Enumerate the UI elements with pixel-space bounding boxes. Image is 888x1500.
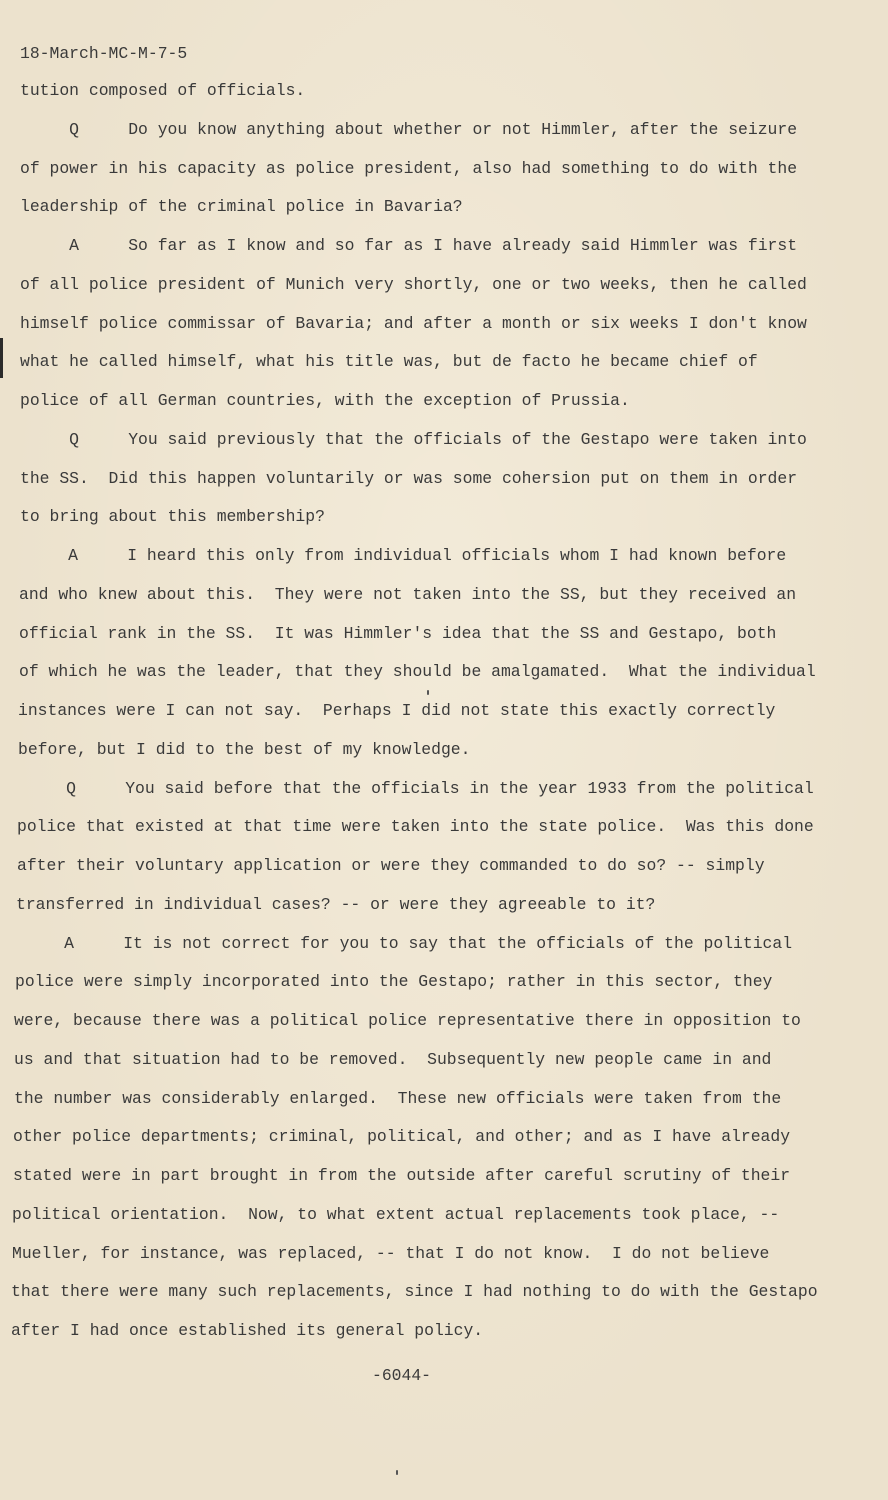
- transcript-line: instances were I can not say. Perhaps I did not state this exactly correctly: [18, 701, 776, 720]
- transcript-line: and who knew about this. They were not taken into the SS, but they received an: [19, 585, 797, 604]
- transcript-line: Q You said before that the officials in the year 1933 from the political: [17, 779, 814, 798]
- transcript-line: of all police president of Munich very shortly, one or two weeks, then he called: [20, 275, 807, 294]
- transcript-line: transferred in individual cases? -- or were they agreeable to it?: [16, 895, 656, 914]
- transcript-line: A So far as I know and so far as I have already said Himmler was first: [20, 236, 798, 255]
- transcript-line: after their voluntary application or were they commanded to do so? -- simply: [17, 856, 765, 875]
- transcript-line: tution composed of officials.: [20, 81, 306, 100]
- page-number: -6044-: [372, 1366, 432, 1385]
- transcript-line: A It is not correct for you to say that the officials of the political: [15, 934, 793, 953]
- transcript-line: to bring about this membership?: [20, 507, 325, 526]
- transcript-line: Mueller, for instance, was replaced, -- that I do not know. I do not believe: [12, 1244, 770, 1263]
- transcript-line: us and that situation had to be removed. Subsequently new people came in and: [14, 1050, 772, 1069]
- transcript-line: political orientation. Now, to what extent actual replacements took place, --: [12, 1205, 780, 1224]
- paper-speck: [396, 1470, 398, 1475]
- binding-mark: [0, 338, 3, 378]
- transcript-line: of power in his capacity as police president, also had something to do with the: [20, 159, 798, 178]
- transcript-line: police that existed at that time were taken into the state police. Was this done: [17, 817, 814, 836]
- transcript-line: police of all German countries, with the exception of Prussia.: [20, 391, 630, 410]
- transcript-line: after I had once established its general policy.: [11, 1321, 484, 1340]
- transcript-line: the number was considerably enlarged. These new officials were taken from the: [14, 1089, 782, 1108]
- transcript-line: of which he was the leader, that they should be amalgamated. What the individual: [19, 662, 816, 681]
- transcript-line: leadership of the criminal police in Bavaria?: [20, 197, 463, 216]
- transcript-line: official rank in the SS. It was Himmler's idea that the SS and Gestapo, both: [19, 624, 777, 643]
- transcript-line: himself police commissar of Bavaria; and after a month or six weeks I don't know: [20, 314, 807, 333]
- transcript-line: other police departments; criminal, political, and other; and as I have already: [13, 1127, 791, 1146]
- transcript-line: police were simply incorporated into the Gestapo; rather in this sector, they: [15, 972, 773, 991]
- paper-speck: [427, 690, 429, 695]
- transcript-line: the SS. Did this happen voluntarily or was some cohersion put on them in order: [20, 469, 798, 488]
- transcript-line: before, but I did to the best of my knowledge.: [18, 740, 471, 759]
- transcript-line: Q Do you know anything about whether or not Himmler, after the seizure: [20, 120, 798, 139]
- transcript-line: A I heard this only from individual officials whom I had known before: [19, 546, 787, 565]
- transcript-line: were, because there was a political police representative there in opposition to: [14, 1011, 801, 1030]
- transcript-line: what he called himself, what his title was, but de facto he became chief of: [20, 352, 758, 371]
- document-header: 18-March-MC-M-7-5: [20, 44, 188, 63]
- transcript-line: stated were in part brought in from the outside after careful scrutiny of their: [13, 1166, 791, 1185]
- transcript-line: that there were many such replacements, since I had nothing to do with the Gestapo: [11, 1282, 818, 1301]
- transcript-line: Q You said previously that the officials of the Gestapo were taken into: [20, 430, 807, 449]
